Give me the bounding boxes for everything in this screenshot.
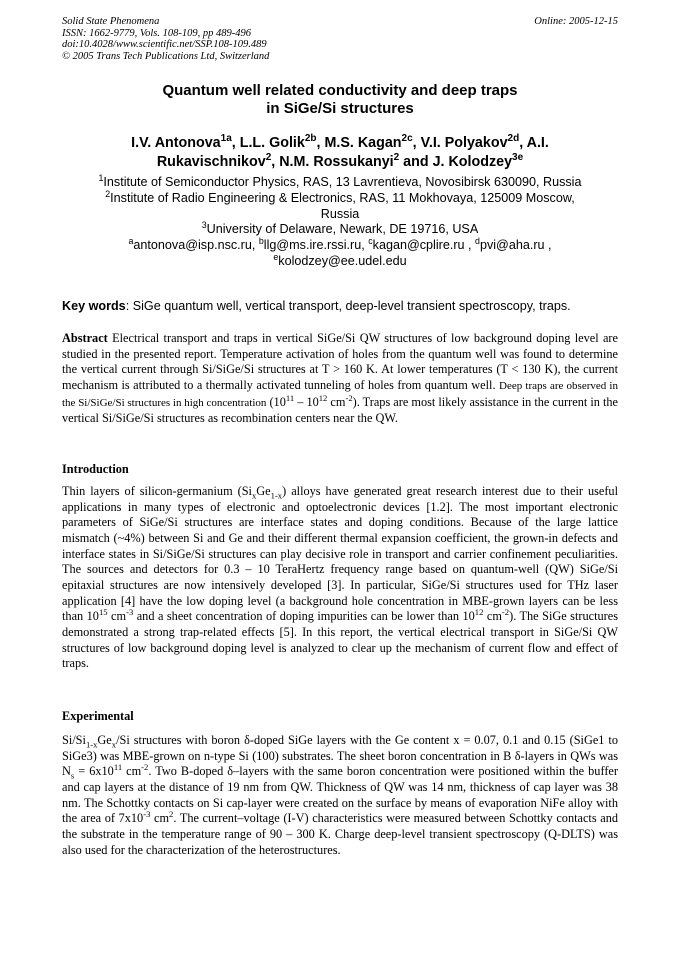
superscript: 15 bbox=[98, 607, 108, 618]
superscript: -2 bbox=[501, 607, 510, 618]
body-text: cm bbox=[483, 609, 502, 624]
email-line-2 bbox=[66, 251, 614, 270]
email-mark: c bbox=[368, 236, 373, 246]
abstract-text: – 10 bbox=[294, 394, 319, 409]
email-link[interactable]: kolodzey@ee.udel.edu bbox=[278, 253, 407, 268]
body-text: /Si structures with boron δ-doped SiGe layers with the Ge content x = 0.07, 0.1 and 0.15 (SiGe1 to SiGe3) was MBE-grown on n-type Si (100) substrates. The sheet boron concentration in B δ-layers in QWs was N bbox=[62, 733, 618, 779]
author-name: M.S. Kagan bbox=[324, 135, 402, 151]
email-mark: d bbox=[475, 236, 480, 246]
email-link[interactable]: pvi@aha.ru , bbox=[479, 238, 552, 253]
author-list: I.V. Antonova$^{1a}$, L.L. Golik$^{2b}$, M.S. Kagan$^{2c}$, V.I. Polyakov$^{2d}$, A.I. Rukavischnikov$^2$, N.M. Rossukanyi$^2$ and J. Kolodzey$^{3e}$ bbox=[131, 133, 549, 170]
body-text: cm bbox=[150, 811, 170, 826]
subscript: 1-x bbox=[85, 739, 98, 750]
subscript: x bbox=[111, 739, 117, 750]
body-text: = 6x10 bbox=[74, 764, 114, 779]
keywords bbox=[62, 299, 618, 314]
superscript: -2 bbox=[345, 392, 353, 403]
author-name: J. Kolodzey bbox=[432, 154, 513, 170]
abstract-label: Abstract bbox=[62, 331, 108, 345]
email-link[interactable]: llg@ms.ire.rssi.ru, bbox=[263, 238, 365, 253]
email-link[interactable]: antonova@isp.nsc.ru, bbox=[133, 238, 256, 253]
paper-title bbox=[62, 82, 618, 118]
author-affiliation-mark: 3e bbox=[512, 152, 524, 164]
author-affiliation-mark: 2d bbox=[507, 133, 520, 145]
author-affiliation-mark: 2 bbox=[265, 152, 272, 164]
author-affiliation-mark: 1a bbox=[220, 133, 232, 145]
abstract bbox=[62, 331, 618, 427]
email-mark: e bbox=[273, 251, 279, 262]
author-affiliation-mark: 2 bbox=[393, 152, 400, 164]
affiliation-text: Institute of Radio Engineering & Electronics, RAS, 11 Mokhovaya, 125009 Moscow, bbox=[110, 190, 575, 205]
body-text: . Two B-doped δ–layers with the same boron concentration were positioned within the buffer and cap layers at the distance of 19 nm from QW. Thickness of QW was 14 nm, thickness of cap layer was 38 nm. The Schottky contacts on Si cap-layer were created on the surface by means of evaporation NiFe alloy with the area of 7x10 bbox=[62, 764, 618, 826]
body-text: cm bbox=[107, 609, 127, 624]
superscript: 11 bbox=[113, 762, 123, 773]
subscript: 1-x bbox=[270, 490, 283, 501]
introduction-paragraph bbox=[62, 484, 618, 672]
affiliation-text: Institute of Semiconductor Physics, RAS, 13 Lavrentieva, Novosibirsk 630090, Russia bbox=[103, 175, 582, 189]
subscript: x bbox=[251, 490, 257, 501]
affiliations bbox=[66, 172, 614, 270]
affiliation-mark: 2 bbox=[105, 188, 111, 199]
title-line-1: Quantum well related conductivity and deep traps bbox=[162, 82, 518, 99]
title-line-2: in SiGe/Si structures bbox=[266, 100, 414, 117]
author-name: V.I. Polyakov bbox=[420, 135, 508, 151]
author-name: N.M. Rossukanyi bbox=[279, 154, 394, 170]
author-affiliation-mark: 2c bbox=[401, 133, 413, 145]
superscript: -2 bbox=[141, 762, 149, 773]
experimental-paragraph bbox=[62, 733, 618, 858]
body-text: cm bbox=[122, 764, 142, 779]
body-text: ). The SiGe structures demonstrated a strong trap-related effects [5]. In this report, the vertical electrical transport in SiGe/Si QW structures of low background doping level is analyzed to clear up the mechanism of current flow and effect of traps. bbox=[62, 609, 618, 671]
abstract-text: ). Traps are most likely assistance in the current in the vertical Si/SiGe/Si structures as recombination centers near the QW. bbox=[62, 394, 618, 426]
email-mark: a bbox=[128, 236, 134, 246]
superscript: 11 bbox=[285, 392, 295, 403]
affiliation-text: University of Delaware, Newark, DE 19716, USA bbox=[206, 222, 479, 237]
superscript: -3 bbox=[143, 809, 151, 820]
issn-line: ISSN: 1662-9779, Vols. 108-109, pp 489-496 bbox=[62, 27, 251, 39]
affiliation-mark: 1 bbox=[98, 172, 104, 183]
section-heading-introduction: Introduction bbox=[62, 462, 129, 476]
body-text: Ge bbox=[97, 733, 112, 747]
body-text: ) alloys have generated great research interest due to their useful applications in many types of electronic and optoelectronic devices [1.2]. The most important electronic parameters of SiGe/Si structures are interface states and doping conditions. Because of the large lattice mismatch (~4%) between Si and Ge and their different thermal expansion coefficient, the grown-in defects and interface states in Si/SiGe/Si structures can play decisive role in transport and carrier confinement peculiarities. The sources and detectors for 0.3 – 10 TeraHertz frequency range based on quantum-well (QW) SiGe/Si epitaxial structures are now intensively developed [3]. In particular, SiGe/Si structures used for THz laser application [4] have the low doping level (a background hole concentration in MBE-grown layers can be less than 10 bbox=[62, 484, 618, 624]
affiliation-3 bbox=[66, 222, 614, 238]
email-mark: b bbox=[258, 236, 264, 246]
abstract-text: Electrical transport and traps in vertical SiGe/Si QW structures of low background doping level are studied in the presented report. Temperature activation of holes from the quantum well was found to determine the vertical current through Si/SiGe/Si structures at T > 160 K. At lower temperatures (T < 130 K), the current mechanism is attributed to a thermally activated tunneling of holes from quantum well. bbox=[62, 331, 618, 392]
keywords-label: Key words bbox=[62, 299, 126, 313]
copyright-line: © 2005 Trans Tech Publications Ltd, Switzerland bbox=[62, 50, 270, 62]
author-name: A.I. Rukavischnikov bbox=[156, 135, 549, 170]
journal-name: Solid State Phenomena bbox=[62, 16, 160, 27]
body-text: Ge bbox=[256, 484, 271, 498]
affiliation-mark: 3 bbox=[201, 220, 207, 231]
abstract-text: Deep traps are observed in the Si/SiGe/Si structures in high concentration bbox=[62, 379, 618, 409]
superscript: -3 bbox=[126, 607, 134, 618]
superscript: 2 bbox=[169, 809, 174, 820]
doi-line: doi:10.4028/www.scientific.net/SSP.108-109.489 bbox=[62, 39, 267, 50]
affiliation-1 bbox=[66, 172, 614, 191]
superscript: 12 bbox=[318, 392, 328, 403]
author-name: I.V. Antonova bbox=[131, 135, 221, 151]
publication-metadata bbox=[62, 16, 618, 62]
affiliation-2-continued: Russia bbox=[320, 206, 360, 221]
email-line-1 bbox=[66, 238, 614, 254]
affiliation-2 bbox=[66, 188, 614, 207]
author-name: L.L. Golik bbox=[239, 135, 305, 151]
author-affiliation-mark: 2b bbox=[304, 133, 317, 145]
email-link[interactable]: kagan@cplire.ru , bbox=[372, 238, 472, 253]
body-text: Si/Si bbox=[62, 733, 86, 747]
online-date: Online: 2005-12-15 bbox=[534, 16, 618, 27]
body-text: and a sheet concentration of doping impurities can be lower than 10 bbox=[133, 609, 475, 624]
keywords-text: : SiGe quantum well, vertical transport, deep-level transient spectroscopy, traps. bbox=[125, 299, 571, 313]
subscript: s bbox=[70, 770, 75, 781]
body-text: Thin layers of silicon-germanium (Si bbox=[62, 484, 252, 498]
superscript: 12 bbox=[474, 607, 484, 618]
body-text: . The current–voltage (I-V) characteristics were measured between Schottky contacts and the substrate in the temperature range of 90 – 300 K. Charge deep-level transient spectroscopy (Q-DLTS) was also used for the characterization of the heterostructures. bbox=[62, 811, 619, 857]
abstract-text: (10 bbox=[266, 394, 286, 409]
section-heading-experimental: Experimental bbox=[62, 709, 134, 723]
abstract-text: cm bbox=[327, 394, 346, 409]
author-conjunction: and bbox=[403, 154, 429, 170]
